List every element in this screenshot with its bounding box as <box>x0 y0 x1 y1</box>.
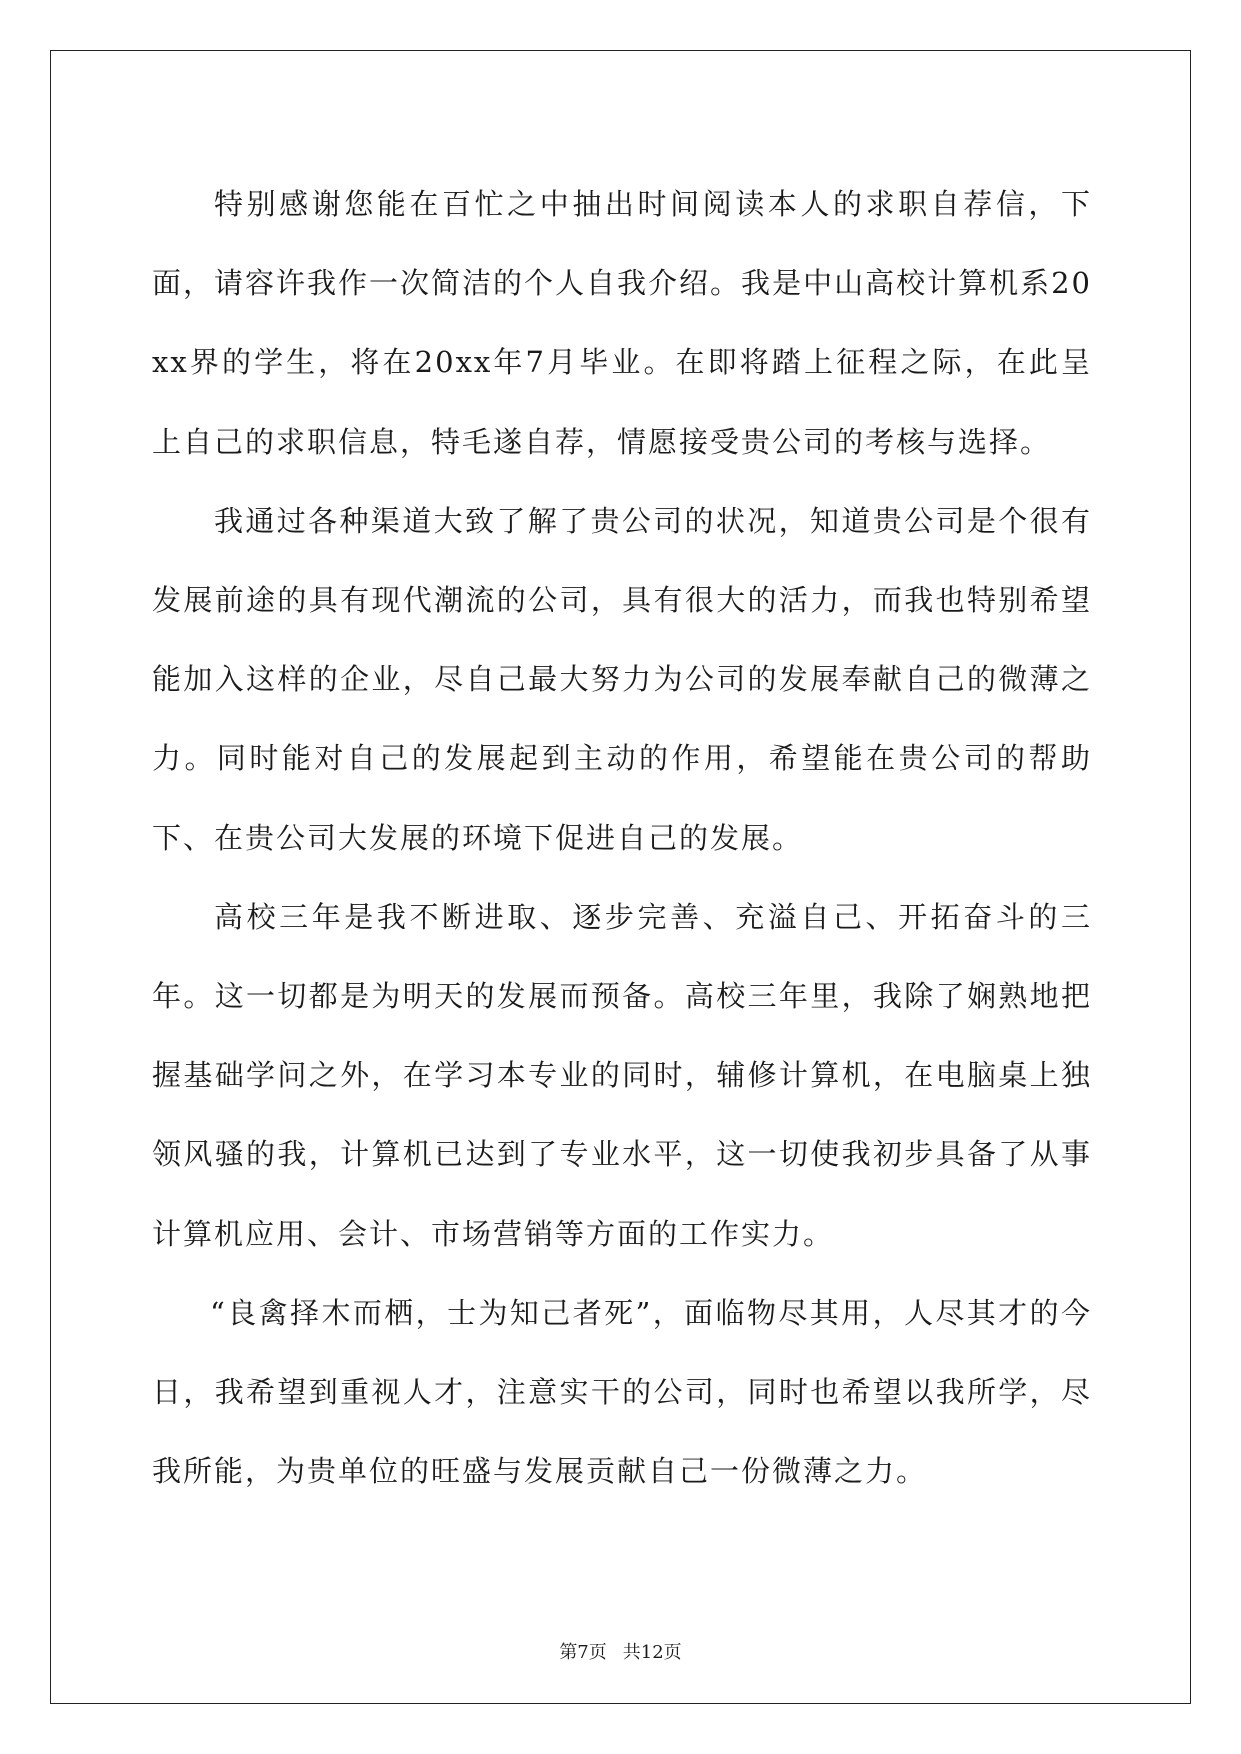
page-total: 共12页 <box>622 1642 682 1663</box>
paragraph-intro: 特别感谢您能在百忙之中抽出时间阅读本人的求职自荐信，下面，请容许我作一次简洁的个人自我介绍。我是中山高校计算机系20xx界的学生，将在20xx年7月毕业。在即将踏上征程之际，在此呈上自己的求职信息，特毛遂自荐，情愿接受贵公司的考核与选择。 <box>152 187 1092 459</box>
paragraph-company: 我通过各种渠道大致了解了贵公司的状况，知道贵公司是个很有发展前途的具有现代潮流的公司，具有很大的活力，而我也特别希望能加入这样的企业，尽自己最大努力为公司的发展奉献自己的微薄之力。同时能对自己的发展起到主动的作用，希望能在贵公司的帮助下、在贵公司大发展的环境下促进自己的发展。 <box>152 503 1092 855</box>
page-footer <box>0 1638 1241 1664</box>
letter-body <box>152 165 1092 1511</box>
paragraph-closing: “良禽择木而栖，士为知己者死”，面临物尽其用，人尽其才的今日，我希望到重视人才，注意实干的公司，同时也希望以我所学，尽我所能，为贵单位的旺盛与发展贡献自己一份微薄之力。 <box>152 1295 1092 1489</box>
page-number: 第7页 <box>559 1642 607 1663</box>
paragraph-education: 高校三年是我不断进取、逐步完善、充溢自己、开拓奋斗的三年。这一切都是为明天的发展而预备。高校三年里，我除了娴熟地把握基础学问之外，在学习本专业的同时，辅修计算机，在电脑桌上独领风骚的我，计算机已达到了专业水平，这一切使我初步具备了从事计算机应用、会计、市场营销等方面的工作实力。 <box>152 899 1092 1251</box>
